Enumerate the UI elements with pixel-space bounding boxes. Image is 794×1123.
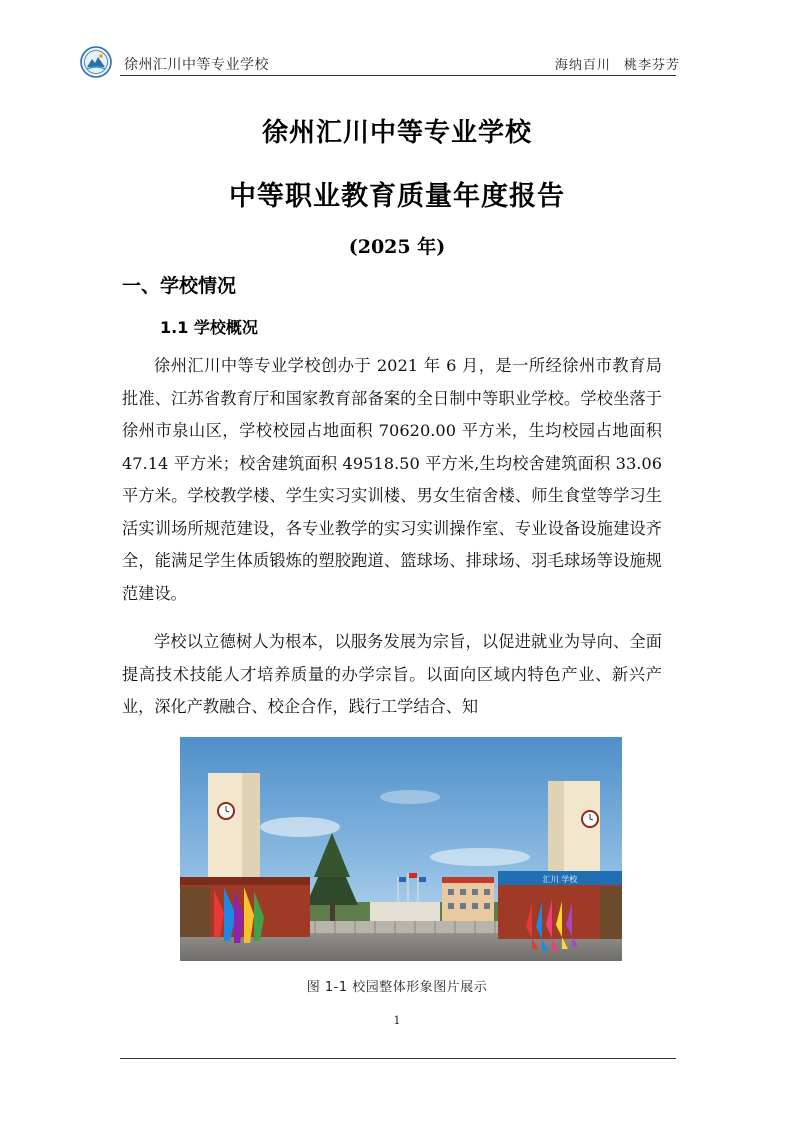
paragraph-school-overview: 徐州汇川中等专业学校创办于 2021 年 6 月，是一所经徐州市教育局批准、江苏省教育厅和国家教育部备案的全日制中等职业学校。学校坐落于徐州市泉山区，学校校园占地面积 70620.00 平方米，生均校园占地面积 47.14 平方米；校舍建筑面积 49518.50 平方米,生均校舍建筑面积 33.06 平方米。学校教学楼、学生实习实训楼、男女生宿舍楼、师生食堂等学习生活实训场所规范建设，各专业教学的实习实训操作室、专业设备设施建设齐全，能满足学生体质锻炼的塑胶跑道、篮球场、排球场、羽毛球场等设施规范建设。 <box>122 356 662 603</box>
subsection-heading: 1.1 学校概况 <box>160 318 258 337</box>
figure-caption: 图 1-1 校园整体形象图片展示 <box>306 980 488 995</box>
header-divider <box>120 75 676 76</box>
header-motto: 海纳百川 桃李芬芳 <box>554 58 680 73</box>
campus-gate-image <box>180 737 622 961</box>
footer-divider <box>120 1058 676 1059</box>
campus-photo <box>180 737 622 961</box>
section-heading: 一、学校情况 <box>122 275 237 297</box>
page-number: 1 <box>393 1014 401 1027</box>
header-school-name: 徐州汇川中等专业学校 <box>124 57 269 73</box>
paragraph-school-mission: 学校以立德树人为根本，以服务发展为宗旨，以促进就业为导向、全面提高技术技能人才培养质量的办学宗旨。以面向区域内特色产业、新兴产业，深化产教融合、校企合作，践行工学结合、知 <box>122 632 662 716</box>
report-title-main: 中等职业教育质量年度报告 <box>229 181 565 212</box>
signboard-text: 汇川 学校 <box>542 875 578 884</box>
report-year: (2025 年) <box>348 236 446 258</box>
report-title-school: 徐州汇川中等专业学校 <box>261 118 532 148</box>
school-logo-icon <box>80 46 112 78</box>
